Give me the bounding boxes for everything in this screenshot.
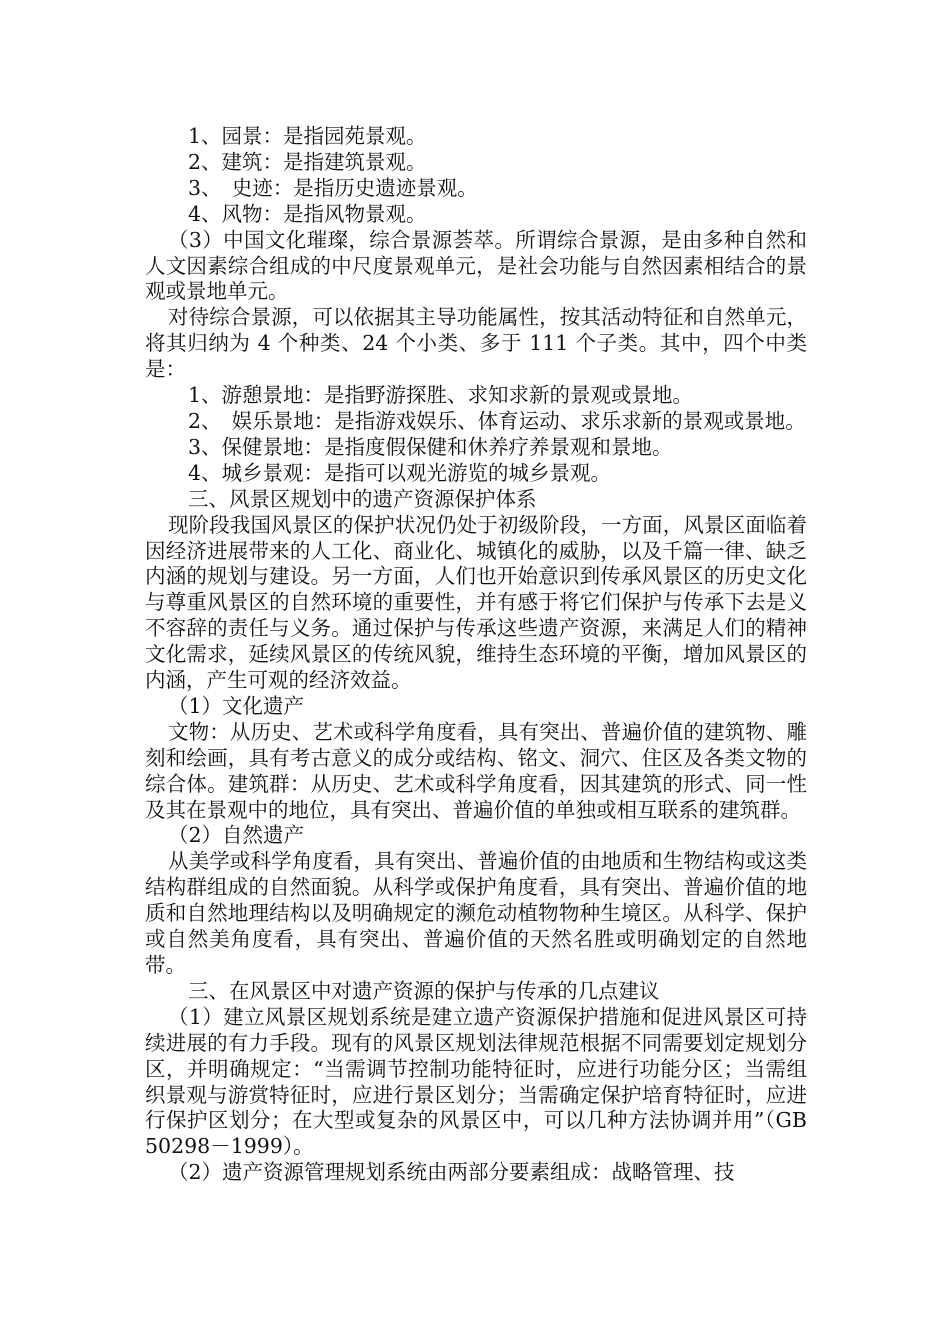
- document-page: [145, 124, 807, 1186]
- paragraph-suggestion-2: （2）遗产资源管理规划系统由两部分要素组成：战略管理、技: [168, 1160, 735, 1185]
- list-item-garden: 1、园景：是指园苑景观。: [188, 124, 427, 148]
- list-item-urban-rural: 4、城乡景观：是指可以观光游览的城乡景观。: [188, 460, 612, 485]
- subheading-cultural-heritage: （1）文化遗产: [168, 693, 305, 718]
- list-item-historic-sites: 3、 史迹：是指历史遗迹景观。: [188, 175, 478, 200]
- paragraph-cultural-heritage: 文物：从历史、艺术或科学角度看，具有突出、普遍价值的建筑物、雕刻和绘画，具有考古意义的成分或结构、铭文、洞穴、住区及各类文物的综合体。建筑群：从历史、艺术或科学角度看，因其建筑的形式、同一性及其在景观中的地位，具有突出、普遍价值的单独或相互联系的建筑群。: [145, 719, 807, 822]
- paragraph-classification: 对待综合景源，可以依据其主导功能属性，按其活动特征和自然单元，将其归纳为 4 个种类、24 个小类、多于 111 个子类。其中，四个中类是：: [145, 305, 807, 382]
- list-item-health: 3、保健景地：是指度假保健和休养疗养景观和景地。: [188, 434, 673, 459]
- paragraph-current-status: 现阶段我国风景区的保护状况仍处于初级阶段，一方面，风景区面临着因经济进展带来的人工化、商业化、城镇化的威胁，以及千篇一律、缺乏内涵的规划与建设。另一方面，人们也开始意识到传承风景区的历史文化与尊重风景区的自然环境的重要性，并有感于将它们保护与传承下去是义不容辞的责任与义务。通过保护与传承这些遗产资源，来满足人们的精神文化需求，延续风景区的传统风貌，维持生态环境的平衡，增加风景区的内涵，产生可观的经济效益。: [145, 512, 807, 693]
- list-item-local-customs: 4、风物：是指风物景观。: [188, 201, 427, 226]
- list-item-recreation: 1、游憩景地：是指野游探胜、求知求新的景观或景地。: [188, 383, 694, 408]
- section-heading-suggestions: 三、在风景区中对遗产资源的保护与传承的几点建议: [188, 978, 660, 1003]
- list-item-architecture: 2、建筑：是指建筑景观。: [188, 149, 427, 174]
- paragraph-suggestion-1: （1）建立风景区规划系统是建立遗产资源保护措施和促进风景区可持续进展的有力手段。现有的风景区规划法律规范根据不同需要划定规划分区，并明确规定：“当需调节控制功能特征时，应进行功能分区；当需组织景观与游赏特征时，应进行景区划分；当需确定保护培育特征时，应进行保护区划分；在大型或复杂的风景区中，可以几种方法协调并用”（GB 50298－1999）。: [145, 1004, 807, 1159]
- list-item-entertainment: 2、 娱乐景地：是指游戏娱乐、体育运动、求乐求新的景观或景地。: [188, 408, 806, 433]
- paragraph-natural-heritage: 从美学或科学角度看，具有突出、普遍价值的由地质和生物结构或这类结构群组成的自然面貌。从科学或保护角度看，具有突出、普遍价值的地质和自然地理结构以及明确规定的濒危动植物物种生境区。从科学、保护或自然美角度看，具有突出、普遍价值的天然名胜或明确划定的自然地带。: [145, 849, 807, 977]
- subheading-natural-heritage: （2）自然遗产: [168, 823, 305, 848]
- paragraph-composite-sources: （3）中国文化璀璨，综合景源荟萃。所谓综合景源，是由多种自然和人文因素综合组成的中尺度景观单元，是社会功能与自然因素相结合的景观或景地单元。: [145, 227, 807, 304]
- section-heading-protection-system: 三、风景区规划中的遗产资源保护体系: [188, 486, 537, 511]
